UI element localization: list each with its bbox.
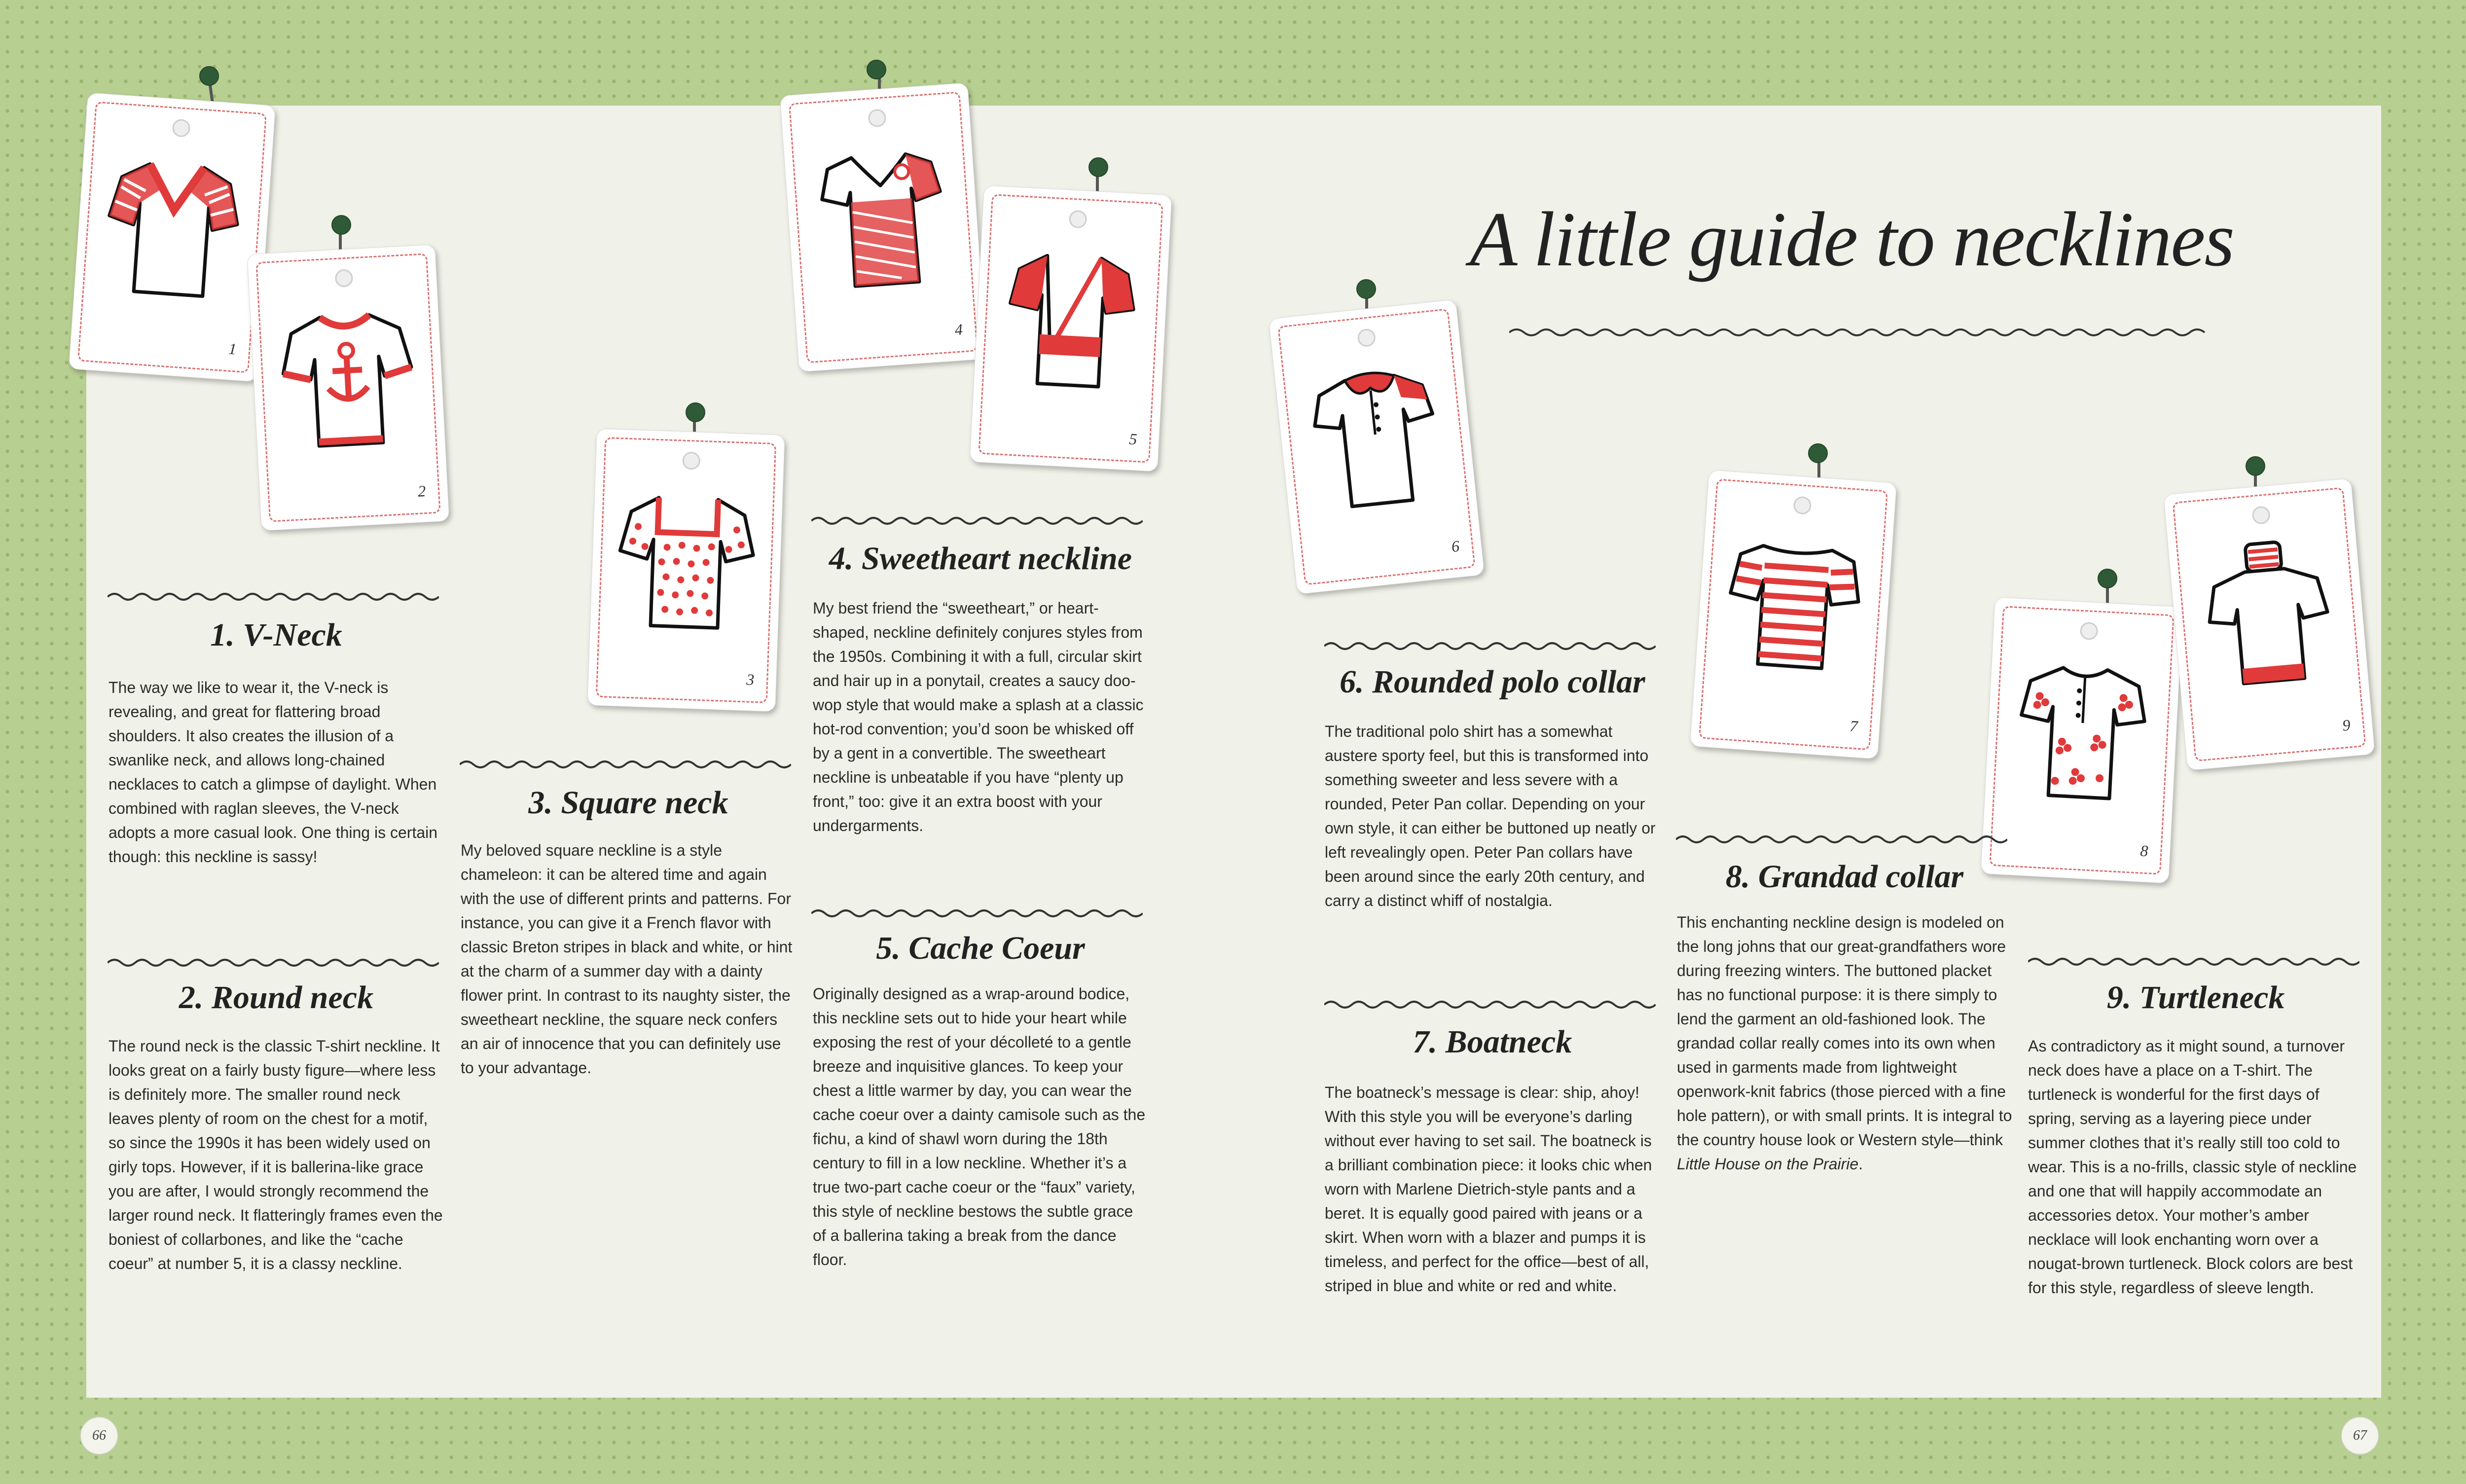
pin-head bbox=[2098, 569, 2117, 588]
section-divider bbox=[108, 591, 439, 603]
page-title: A little guide to necklines bbox=[1470, 196, 2234, 283]
section-body: The traditional polo shirt has a somewhat austere sporty feel, but this is transformed into something sweeter and less severe with a rounded, Peter Pan collar. Depending on your own style, it can either be buttoned up neatly or left revealingly open. Peter Pan collars have been around since the early 20th century, and carry a distinct whiff of nostalgia. bbox=[1325, 723, 1656, 909]
section-divider bbox=[1324, 999, 1656, 1011]
tag-card-4 bbox=[780, 82, 987, 372]
tag-number: 3 bbox=[746, 670, 755, 688]
tag-number: 1 bbox=[228, 339, 237, 358]
section-body: The boatneck’s message is clear: ship, ahoy! With this style you will be everyone’s darling without ever having to set sail. The boatneck is a brilliant combination piece: it looks chic when worn with Marlene Dietrich-style pants and a beret. It is equally good paired with jeans or a skirt. When worn with a blazer and pumps it is timeless, and perfect for the office—best of all, striped in blue and white or red and white. bbox=[1325, 1084, 1652, 1295]
tag-card-8 bbox=[1981, 597, 2183, 883]
tag-card-1 bbox=[69, 92, 276, 382]
section-heading: 4. Sweetheart neckline bbox=[829, 541, 1132, 577]
boatneck-shirt-illustration bbox=[1714, 518, 1873, 691]
v-neck-shirt-illustration bbox=[93, 141, 252, 314]
turtleneck-shirt-illustration bbox=[2187, 527, 2349, 702]
section-turtleneck bbox=[2028, 979, 2363, 1300]
section-divider bbox=[1676, 833, 2007, 845]
pin-head bbox=[686, 402, 705, 422]
section-cache-coeur bbox=[813, 930, 1148, 1272]
grandad-collar-shirt-illustration bbox=[2004, 645, 2161, 815]
section-divider bbox=[1324, 640, 1656, 652]
tag-card-3 bbox=[587, 429, 785, 712]
section-divider bbox=[811, 907, 1143, 919]
section-body: Originally designed as a wrap-around bodice, this neckline sets out to hide your heart while exposing the rest of your décolleté to a gentle breeze and inquisitive glances. To keep your chest a little warmer by day, you can wear the cache coeur over a dainty camisole such as the fichu, a kind of shawl worn during the 18th century to fill in a low neckline. Whether it’s a true two-part cache coeur or the “faux” variety, this style of neckline bestows the subtle grace of a ballerina taking a break from the dance floor. bbox=[813, 985, 1146, 1268]
pin-head bbox=[2246, 456, 2265, 476]
tag-number: 9 bbox=[2341, 716, 2351, 734]
section-heading: 2. Round neck bbox=[179, 979, 374, 1015]
pin-head bbox=[331, 215, 351, 235]
section-divider bbox=[108, 957, 439, 969]
page-number-right: 67 bbox=[2341, 1416, 2379, 1455]
tag-number: 7 bbox=[1849, 717, 1858, 735]
section-round-neck bbox=[109, 979, 444, 1276]
pin-head bbox=[867, 60, 886, 79]
section-heading: 3. Square neck bbox=[528, 785, 728, 821]
section-heading: 1. V-Neck bbox=[210, 617, 342, 653]
tag-number: 8 bbox=[2140, 841, 2149, 860]
cache-coeur-shirt-illustration bbox=[993, 233, 1150, 403]
tag-card-6 bbox=[1269, 299, 1485, 595]
section-body: My beloved square neckline is a style chameleon: it can be altered time and again with the use of different prints and patterns. For instance, you can give it a French flavor with classic Breton stripes in black and white, or hint at the charm of a summer day with a dainty flower print. In contrast to its naughty sister, the sweetheart neckline, the square neck confers an air of innocence that you can definitely use to your advantage. bbox=[461, 841, 793, 1077]
section-body: My best friend the “sweetheart,” or heart-shaped, neckline definitely conjures styles from the 1950s. Combining it with a full, circular skirt and hair up in a ponytail, creates a saucy doo-wop style that would make a splash at a classic hot-rod convention; you’d soon be whisked off by a gent in a convertible. The sweetheart neckline is unbeatable if you have “plenty up front,” too: give it an extra boost with your undergarments. bbox=[813, 599, 1144, 834]
polo-collar-shirt-illustration bbox=[1293, 348, 1457, 526]
section-grandad-collar bbox=[1677, 858, 2012, 1176]
section-heading: 5. Cache Coeur bbox=[876, 930, 1085, 966]
section-body: The round neck is the classic T-shirt neckline. It looks great on a fairly busty figure—where less is definitely more. The smaller round neck leaves plenty of room on the chest for a motif, so since the 1990s it has been widely used on girly tops. However, if it is ballerina-like grace you are after, I would strongly recommend the larger round neck. It flatteringly frames even the boniest of collarbones, and like the “cache coeur” at number 5, it is a classy neckline. bbox=[109, 1037, 443, 1272]
section-heading: 9. Turtleneck bbox=[2106, 979, 2285, 1015]
square-neck-shirt-illustration bbox=[610, 476, 763, 644]
pin-head bbox=[1356, 279, 1376, 299]
section-body: This enchanting neckline design is modeled on the long johns that our great-grandfathers wore during freezing winters. The buttoned placket has no functional purpose: it is there simply to lend the garment an old-fashioned look. The grandad collar really comes into its own when used in garments made from lightweight openwork-knit fabrics (those pierced with a fine hole pattern), or with small prints. It is integral to the country house look or Western style—think Little House on the Prairie. bbox=[1677, 913, 2012, 1173]
section-boatneck bbox=[1325, 1023, 1660, 1298]
section-square-neck bbox=[461, 784, 796, 1080]
section-body: The way we like to wear it, the V-neck is revealing, and great for flattering broad shoulders. It also creates the illusion of a swanlike neck, and allows long-chained necklaces to catch a glimpse of daylight. When combined with raglan sleeves, the V-neck adopts a more casual look. One thing is certain though: this neckline is sassy! bbox=[109, 679, 438, 866]
title-divider bbox=[1509, 326, 2210, 338]
section-divider bbox=[460, 759, 791, 770]
section-divider bbox=[2028, 956, 2359, 968]
tag-card-9 bbox=[2163, 478, 2375, 770]
tag-number: 6 bbox=[1451, 537, 1460, 556]
pin-head bbox=[1088, 157, 1108, 177]
page-number-left: 66 bbox=[80, 1416, 118, 1455]
sweetheart-shirt-illustration bbox=[803, 131, 962, 304]
pin-head bbox=[199, 66, 219, 86]
pin-head bbox=[1808, 443, 1828, 463]
round-neck-shirt-illustration bbox=[270, 292, 426, 463]
tag-number: 2 bbox=[417, 482, 427, 500]
tag-card-5 bbox=[970, 185, 1172, 471]
tag-card-2 bbox=[247, 244, 450, 531]
section-heading: 7. Boatneck bbox=[1413, 1024, 1572, 1060]
tag-number: 5 bbox=[1128, 430, 1138, 448]
tag-card-7 bbox=[1690, 470, 1897, 759]
section-divider bbox=[811, 515, 1143, 527]
section-sweetheart bbox=[813, 540, 1148, 838]
section-body: As contradictory as it might sound, a turnover neck does have a place on a T-shirt. The turtleneck is wonderful for the first days of spring, serving as a layering piece under summer clothes that it’s really still too cold to wear. This is a no-frills, classic style of neckline and one that will happily accommodate an accessories detox. Your mother’s amber necklace will look enchanting worn over a nougat-brown turtleneck. Block colors are best for this style, regardless of sleeve length. bbox=[2028, 1037, 2357, 1297]
tag-number: 4 bbox=[954, 320, 964, 339]
section-v-neck bbox=[109, 616, 444, 869]
section-polo-collar bbox=[1325, 663, 1660, 913]
section-heading: 8. Grandad collar bbox=[1725, 859, 1964, 895]
section-heading: 6. Rounded polo collar bbox=[1340, 664, 1645, 700]
